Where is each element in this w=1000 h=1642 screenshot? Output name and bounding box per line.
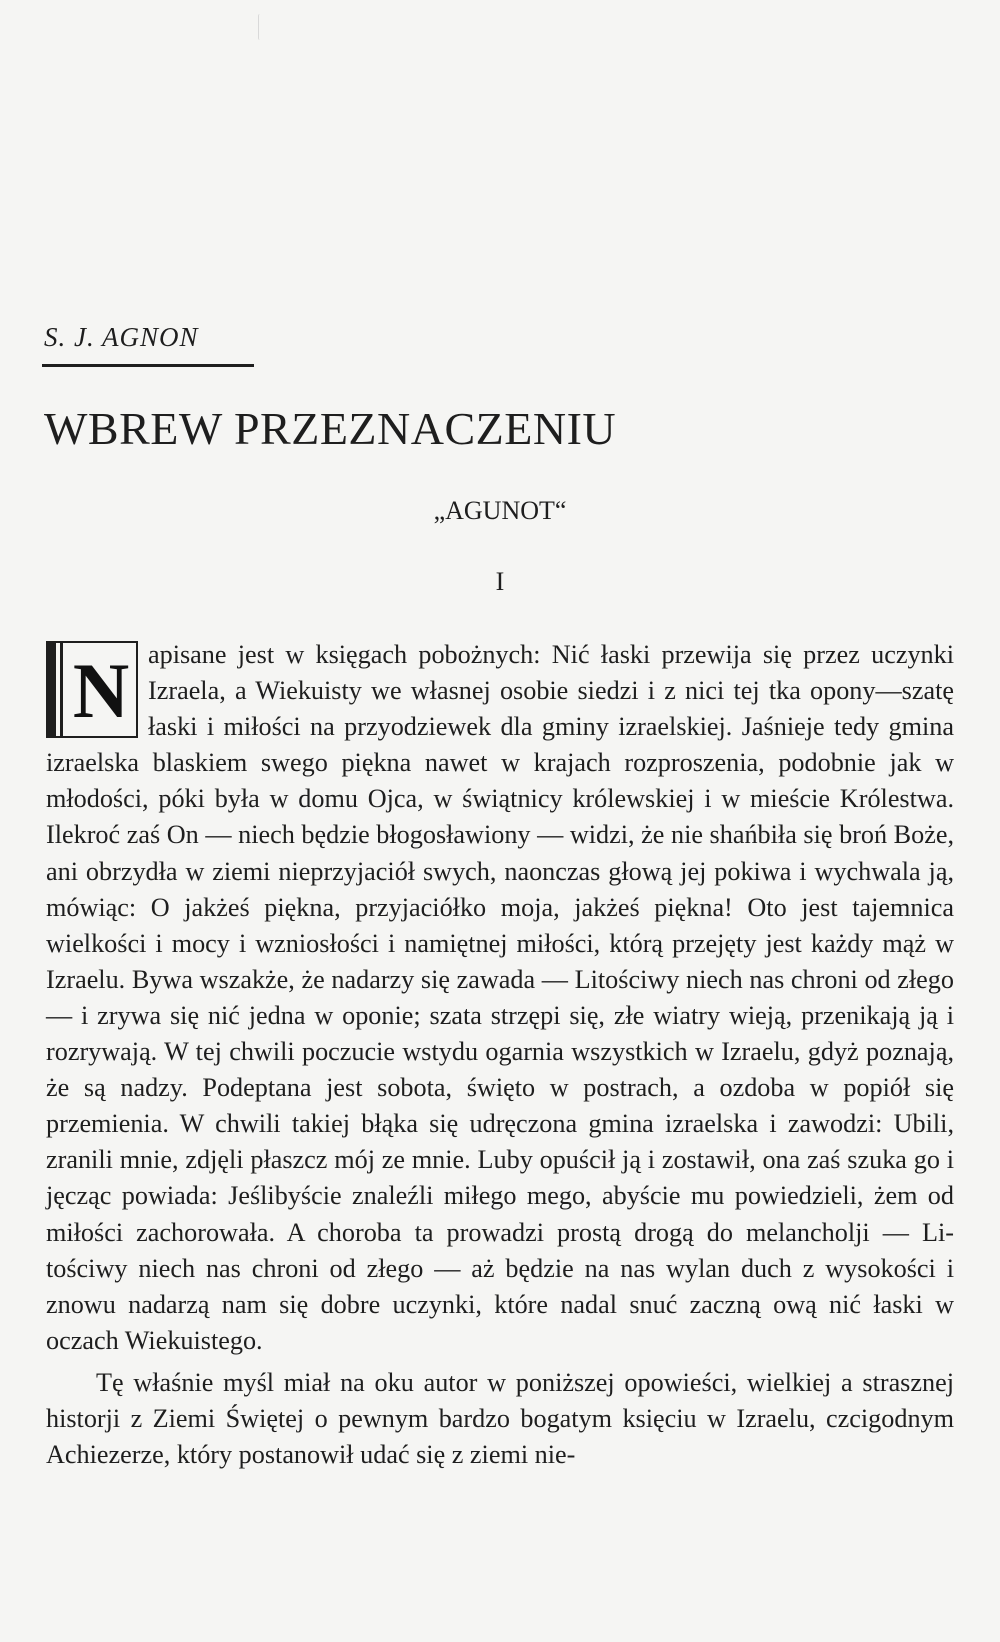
chapter-number: I [495, 567, 505, 596]
story-subtitle [0, 496, 1000, 526]
story-title: WBREW PRZEZNACZENIU [44, 403, 617, 454]
paragraph-1 [46, 637, 954, 1359]
paragraph-1-text: apisane jest w księgach pobożnych: Nić łaski przewija się przez uczynki Izraela, a Wiekuisty we własnej osobie siedzi i z nici tej tka opony—szatę łaski i miłości na przyodziewek dla gminy izraelskiej. Jaśnieje tedy gmina izraelska blaskiem swego piękna nawet w krajach rozproszenia, podobnie jak w młodości, póki była w domu Ojca, w świątnicy królewskiej i w mieście Królestwa. Ilekroć zaś On — niech będzie błogosławiony — widzi, że nie shańbiła się broń Boże, ani obrzydła w ziemi nieprzyjaciół swych, naonczas głową jej pokiwa i wychwala ją, mówiąc: O jakżeś piękna, przyjaciółko moja, jakżeś piękna! Oto jest tajemnica wielkości i mocy i wzniosłości i namiętnej miłości, którą przejęty jest każdy mąż w Izraelu. Bywa wszakże, że nadarzy się zawada — Litościwy niech nas chroni od złego — i zrywa się nić jedna w oponie; szata strzępi się, złe wiatry wieją, przenikają ją i rozrywają. W tej chwili poczucie wstydu ogarnia wszystkich w Izraelu, gdyż poznają, że są nadzy. Podeptana jest sobota, święto w postrach, a ozdoba w popiół się przemienia. W chwili takiej błąka się udręczona gmina izraelska i zawodzi: Ubili, zranili mnie, zdjęli płaszcz mój ze mnie. Luby opuścił ją i zostawił, ona zaś szuka go i jęcząc powiada: Jeślibyście znaleźli miłego mego, abyście mu powiedzieli, żem od miłości zachorowała. A choroba ta prowadzi prostą drogą do melancholji — Litościwy niech nas chroni od złego — aż będzie na nas wylan duch z wysokości i znowu nadarzą nam się dobre uczynki, które nadal snuć zaczną ową nić łaski w oczach Wiekuistego. [46, 640, 954, 1355]
scan-mark [258, 14, 262, 40]
author-name: S. J. AGNON [44, 322, 199, 352]
drop-cap [46, 641, 138, 738]
author-underline [42, 364, 254, 367]
story-subtitle-text: „AGUNOT“ [433, 496, 567, 525]
drop-cap-bar [46, 641, 56, 738]
drop-cap-inner-bar [60, 641, 63, 738]
paragraph-2: Tę właśnie myśl miał na oku autor w poniższej opowieści, wielkiej a strasznej historji z Ziemi Świętej o pewnym bardzo bogatym księciu w Izraelu, czcigodnym Achiezerze, który postanowił udać się z ziemi nie- [46, 1367, 954, 1470]
body-text [46, 637, 954, 1473]
drop-cap-letter: N [72, 647, 130, 734]
